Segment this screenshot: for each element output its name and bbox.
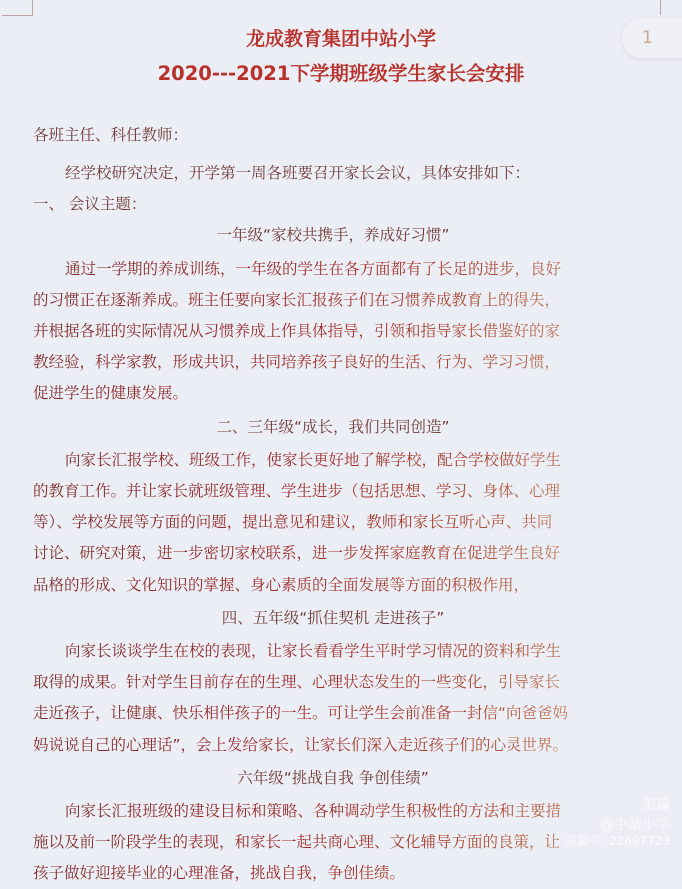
watermark-brand: 美篇 — [642, 797, 670, 813]
watermark-account: @中站小学 — [600, 817, 670, 833]
paragraph-line: 取得的成果。针对学生目前存在的生理、心理状态发生的一些变化，引导家长 — [33, 667, 653, 698]
paragraph-line: 的教育工作。并让家长就班级管理、学生进步（包括思想、学习、身体、心理 — [33, 476, 653, 507]
section-heading: 一、 会议主题： — [33, 195, 147, 214]
paragraph-line: 促进学生的健康发展。 — [33, 378, 653, 409]
page-corner-mark-right — [660, 0, 661, 15]
paragraph-line: 向家长汇报班级的建设目标和策略、各种调动学生积极性的方法和主要措 — [33, 796, 682, 827]
paragraph-line: 走近孩子，让健康、快乐相伴孩子的一生。可让学生会前准备一封信“向爸爸妈 — [33, 698, 653, 729]
paragraph-line: 的习惯正在逐渐养成。班主任要向家长汇报孩子们在习惯养成教育上的得失， — [33, 285, 653, 316]
greeting-line: 各班主任、科任教师： — [33, 126, 189, 144]
block-heading: 四、五年级“抓住契机 走进孩子” — [221, 608, 445, 627]
document-title: 龙成教育集团中站小学 — [245, 28, 436, 50]
paragraph-line: 教经验，科学家教，形成共识，共同培养孩子良好的生活、行为、学习习惯， — [33, 347, 653, 378]
block-heading: 六年级“挑战自我 争创佳绩” — [237, 768, 429, 787]
paragraph-line: 并根据各班的实际情况从习惯养成上作具体指导，引领和指导家长借鉴好的家 — [33, 316, 653, 347]
document-subtitle: 2020---2021下学期班级学生家长会安排 — [157, 62, 525, 85]
paragraph-line: 向家长汇报学校、班级工作，使家长更好地了解学校，配合学校做好学生 — [33, 445, 682, 476]
page-number-badge[interactable]: 1 — [622, 18, 682, 58]
paragraph-line: 向家长谈谈学生在校的表现，让家长看看学生平时学习情况的资料和学生 — [33, 636, 682, 667]
page-corner-mark-left — [2, 0, 33, 16]
paragraph-line: 通过一学期的养成训练，一年级的学生在各方面都有了长足的进步，良好 — [33, 254, 682, 285]
paragraph-line: 讨论、研究对策，进一步密切家校联系，进一步发挥家庭教育在促进学生良好 — [33, 538, 653, 569]
paragraph-line: 等）、学校发展等方面的问题，提出意见和建议，教师和家长互听心声、共同 — [33, 507, 653, 538]
watermark-id: 美篇号: 22697723 — [565, 834, 670, 848]
paragraph-line: 妈说说自己的心理话”，会上发给家长，让家长们深入走近孩子们的心灵世界。 — [33, 730, 653, 761]
paragraph-line: 施以及前一阶段学生的表现，和家长一起共商心理、文化辅导方面的良策，让 — [33, 827, 653, 858]
paragraph-line: 品格的形成、文化知识的掌握、身心素质的全面发展等方面的积极作用， — [33, 570, 653, 601]
block-heading: 二、三年级“成长，我们共同创造” — [216, 417, 450, 436]
intro-paragraph: 经学校研究决定，开学第一周各班要召开家长会议，具体安排如下： — [65, 164, 531, 182]
paragraph-line: 孩子做好迎接毕业的心理准备，挑战自我，争创佳绩。 — [33, 858, 653, 889]
block-heading: 一年级“家校共携手，养成好习惯” — [216, 226, 450, 245]
